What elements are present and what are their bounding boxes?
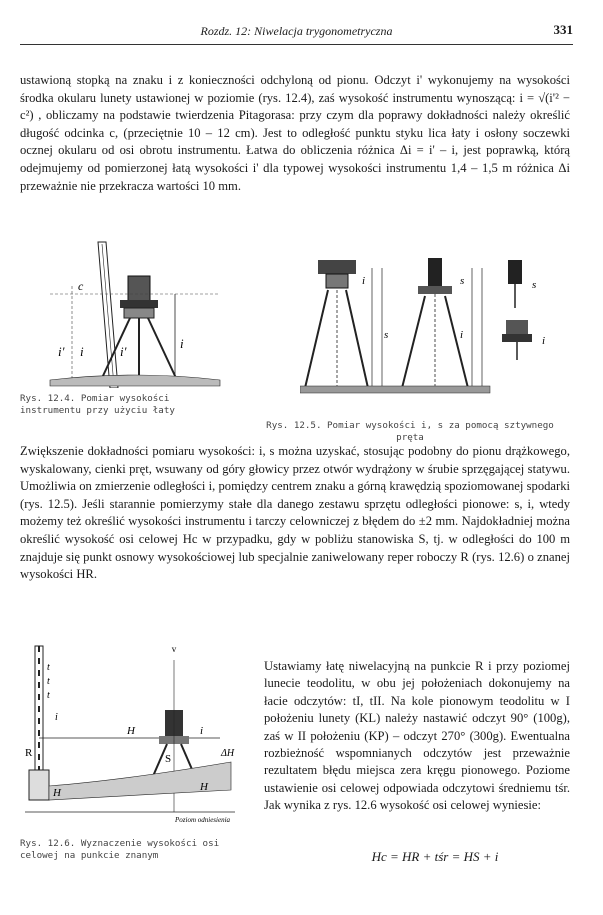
page-header (20, 22, 573, 45)
page-number: 331 (553, 22, 573, 37)
figure-12-5 (300, 238, 570, 413)
paragraph-3: Ustawiamy łatę niwelacyjną na punkcie R i przy poziomej lunecie teodolitu, w obu jej położeniach dokonujemy na łacie odczytów: tI, tII. Na kole pionowym teodolitu w I położeniu lunety (KL) należy nastawić odczyt 90° (100g), zaś w II położeniu (KP) – odczyt 270° (300g). Ewentualna rozbieżność wspomnianych odczytów jest przeważnie rezultatem błędu miejsca zera kręgu pionowego. Poziome ustawienie osi celowej odpowiada odczytowi średniemu tśr. Jak wynika z rys. 12.6 wysokość osi celowej wyniesie: (264, 659, 570, 813)
label-i-2: i (460, 329, 464, 341)
caption-12-6: Rys. 12.6. Wyznaczenie wysokości osi celowej na punkcie znanym (20, 838, 220, 861)
label-s-1: s (384, 329, 389, 341)
label-Hc: H (127, 725, 135, 737)
label-c: c (78, 279, 84, 293)
paragraph-2: Zwiększenie dokładności pomiaru wysokości: i, s można uzyskać, stosując podobny do pionu drążkowego, wyskalowany, cienki pręt, wsuwany od góry głowicy przez otwór wydrążony w śrubie sprzęgającej statywu. Umożliwia on zmierzenie odległości i, pomiędzy centrem znaku a górną krawędzią spoziomowanej spodarki (rys. 12.5). Jeśli starannie pomierzymy stałe dla danego zestawu sprzętu odległości pionowe: s, i, wtedy możemy też określić wysokości instrumentu i tarczy celowniczej z błędem do ±2 mm. Najdokładniej można określić wysokość osi celowej Hc w przypadku, gdy w pobliżu stanowiska S, tj. w odległości do 100 m znajduje się punkt osnowy wysokościowej lub specjalnie zaniwelowany reper roboczy R (rys. 12.6) o znanej wysokości HR. (20, 444, 570, 582)
label-i-r: i (542, 335, 546, 347)
paragraph-1: ustawioną stopką na znaku i z konieczności odchyloną od pionu. Odczyt i' wykonujemy na wysokości środka okularu lunety ustawionej w poziomie (rys. 12.4), zaś wysokość instrumentu wynoszącą: i = √(i'² − c²) , obliczamy na podstawie twierdzenia Pitagorasa: przy czym dla poprawy dokładności należy określić długość odcinka c, (przeciętnie 10 – 12 cm). Jest to odległość punktu styku lica łaty i osłony soczewki ocznej okularu od osi obrotu instrumentu. Łatwa do obliczenia różnica Δi = i' – i, jest poprawką, którą odejmujemy od pomierzonej łatą wysokości i' dla typowej wysokości instrumentu 1,4 – 1,5 m różnica Δi przeważnie nie przekracza wartości 10 mm. (20, 73, 570, 193)
label-S: S (165, 753, 172, 765)
label-v: v (171, 644, 177, 654)
label-tII: t (47, 690, 50, 701)
label-ir: i (55, 712, 58, 723)
running-title: Rozdz. 12: Niwelacja trygonometryczna (200, 24, 393, 38)
formula-Hc: Hc = HR + tśr = HS + i (371, 849, 499, 864)
figure-12-6 (25, 640, 255, 830)
label-tir: t (47, 676, 50, 687)
caption-12-5: Rys. 12.5. Pomiar wysokości i, s za pomocą sztywnego pręta (266, 420, 554, 443)
label-HR: H (53, 787, 61, 799)
detail-target (508, 260, 536, 308)
label-dHRS: ΔH (221, 748, 235, 759)
label-i: i (200, 725, 204, 737)
ground (50, 375, 220, 386)
instrument-1 (305, 260, 368, 388)
instrument-2 (402, 258, 468, 388)
label-t1: t (47, 662, 50, 673)
label-datum: Poziom odniesienia (175, 816, 231, 824)
benchmark-R (29, 770, 49, 800)
label-i-prime: i' (120, 344, 127, 359)
ground (300, 386, 490, 393)
detail-instrument (502, 320, 545, 360)
label-HS: H (200, 781, 208, 793)
caption-12-4: Rys. 12.4. Pomiar wysokości instrumentu przy użyciu łaty (20, 393, 175, 416)
label-s-2: s (460, 275, 465, 287)
figure-12-4 (20, 238, 250, 388)
label-i: i (180, 336, 184, 351)
label-s-r: s (532, 279, 537, 291)
label-i-prime-left: i' (58, 344, 65, 359)
label-i-1: i (362, 275, 366, 287)
label-i-left: i (80, 344, 84, 359)
label-R: R (25, 747, 33, 759)
